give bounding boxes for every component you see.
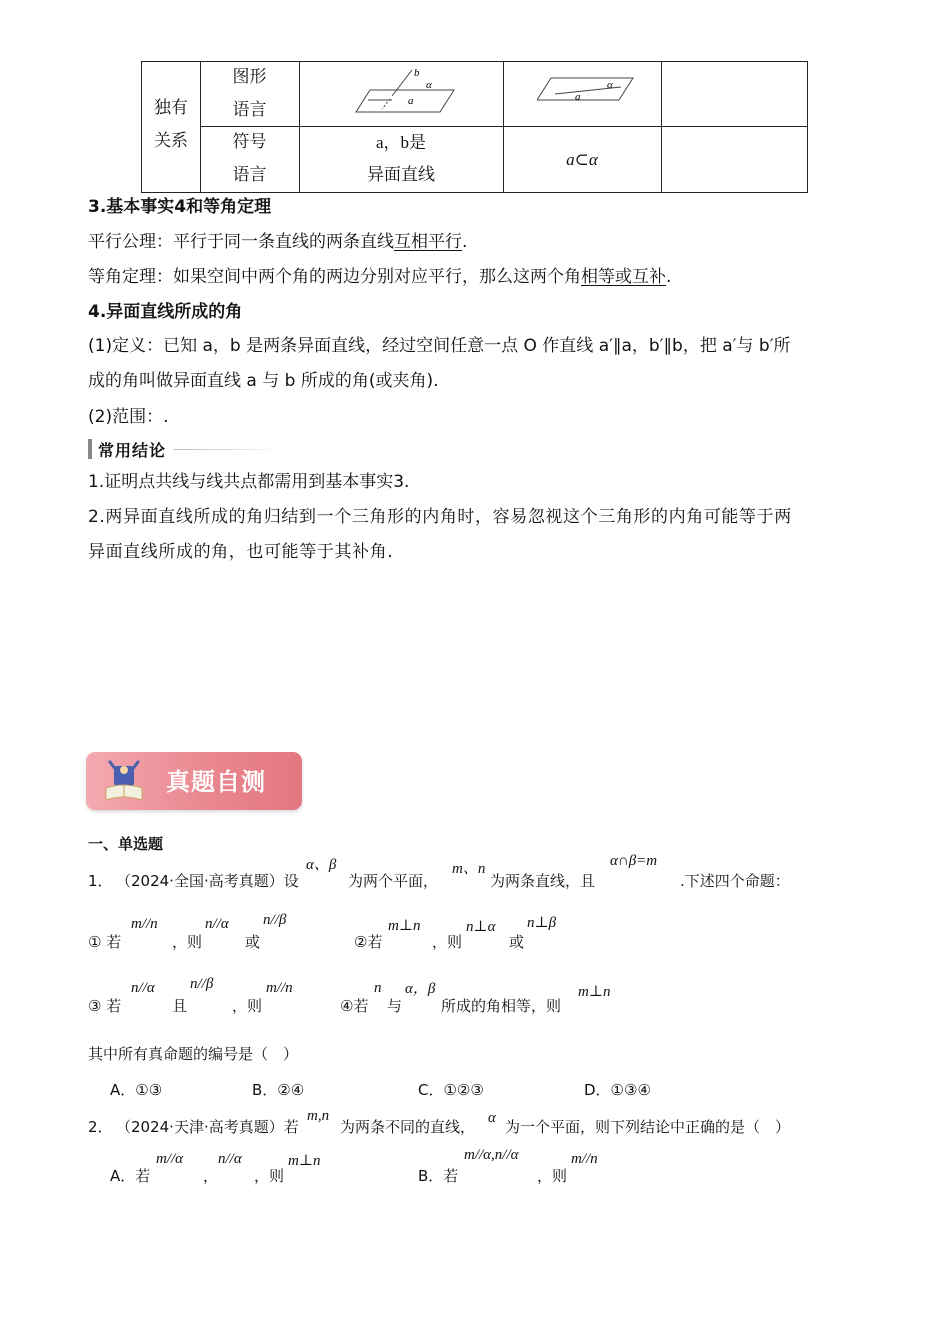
q1-prop4-t1: 与 bbox=[387, 997, 403, 1015]
q2-option-b-m1: m//α,n//α bbox=[464, 1147, 519, 1163]
p2-prefix: 等角定理：如果空间中两个角的两边分别对应平行，那么这两个角 bbox=[88, 267, 581, 287]
p2-underlined-2: 互补 bbox=[632, 267, 666, 287]
q2-option-a-m2: n//α bbox=[218, 1151, 242, 1167]
q1-prop2-m2: n⊥α bbox=[466, 919, 496, 935]
q1-prop1-t2: 或 bbox=[245, 933, 261, 951]
q1-prop4-m2: α，β bbox=[405, 981, 436, 997]
definition-line2: 成的角叫做异面直线 a 与 b 所成的角(或夹角). bbox=[88, 371, 439, 391]
skew-symbol-line1: a，b是 bbox=[375, 133, 427, 152]
graphic-label-line2: 语言 bbox=[232, 100, 267, 120]
q2-var-plane: α bbox=[488, 1110, 496, 1126]
q1-prop1-m1: m//n bbox=[131, 916, 158, 932]
q1-prop2-m3: n⊥β bbox=[527, 915, 557, 931]
q1-number: 1． bbox=[88, 872, 113, 890]
q2-var-lines: m,n bbox=[307, 1108, 330, 1124]
q1-prop3-label: ③ 若 bbox=[88, 997, 122, 1015]
p2-mid: 或 bbox=[615, 267, 632, 287]
skew-lines-symbol bbox=[299, 126, 503, 192]
conclusions-title: 常用结论 bbox=[98, 440, 167, 460]
q2-option-a-m3: m⊥n bbox=[288, 1153, 321, 1169]
q1-var-lines: m、n bbox=[452, 861, 486, 877]
real-exam-banner bbox=[86, 752, 302, 810]
q2-option-a-t2: ，则 bbox=[254, 1167, 285, 1185]
q1-prop1-t1: ，则 bbox=[172, 933, 203, 951]
line-in-plane-figure bbox=[537, 72, 637, 112]
q2-option-b-m2: m//n bbox=[571, 1151, 598, 1167]
heading-bar bbox=[88, 439, 92, 459]
q2-option-a-t1: ， bbox=[203, 1167, 219, 1185]
q1-prop4-label: ④若 bbox=[340, 997, 369, 1015]
relation-table bbox=[141, 61, 808, 193]
q2-source: （2024·天津·高考真题）若 bbox=[116, 1118, 299, 1136]
section-single-choice: 一、单选题 bbox=[88, 835, 164, 853]
section4-heading: 4.异面直线所成的角 bbox=[88, 302, 243, 322]
p2-underlined-1: 相等 bbox=[581, 267, 615, 287]
p1-suffix: . bbox=[462, 232, 468, 252]
q1-prop1-m3: n//β bbox=[263, 912, 287, 928]
q1-var-planes: α、β bbox=[306, 857, 337, 873]
row-header-top: 独有 bbox=[154, 98, 188, 118]
q1-prop3-m2: n//β bbox=[190, 976, 214, 992]
q1-source: （2024·全国·高考真题）设 bbox=[116, 872, 299, 890]
conclusion-1: 1.证明点共线与线共点都需用到基本事实3. bbox=[88, 472, 410, 492]
p1-underlined: 互相平行 bbox=[394, 232, 462, 252]
q1-prop2-label: ②若 bbox=[354, 933, 383, 951]
q1-prop3-m1: n//α bbox=[131, 980, 155, 996]
q1-prop2-m1: m⊥n bbox=[388, 918, 421, 934]
q2-option-a-label[interactable]: A．若 bbox=[110, 1167, 151, 1185]
fig1-label-a: a bbox=[408, 95, 414, 107]
q1-var-intersection: α∩β=m bbox=[610, 853, 658, 869]
symbol-language-label bbox=[200, 126, 299, 192]
q1-prop1-label: ① 若 bbox=[88, 933, 122, 951]
q1-prop3-t1: 且 bbox=[172, 997, 188, 1015]
q1-text2: 为两条直线，且 bbox=[490, 872, 596, 890]
equal-angle-theorem bbox=[88, 260, 671, 294]
q1-prop4-m3: m⊥n bbox=[578, 984, 611, 1000]
q1-option-b[interactable]: B．②④ bbox=[252, 1081, 305, 1099]
q1-prop3-t2: ，则 bbox=[232, 997, 263, 1015]
q1-prop2-t1: ，则 bbox=[432, 933, 463, 951]
definition-line1: (1)定义：已知 a，b 是两条异面直线，经过空间任意一点 O 作直线 a′∥a，b′∥b，把 a′与 b′所 bbox=[88, 336, 791, 356]
parallel-axiom bbox=[88, 225, 467, 259]
q1-prop1-m2: n//α bbox=[205, 916, 229, 932]
heading-rule bbox=[174, 449, 284, 450]
skew-lines-figure bbox=[352, 66, 462, 122]
q1-option-d[interactable]: D．①③④ bbox=[584, 1081, 651, 1099]
book-person-icon bbox=[104, 760, 144, 802]
q1-stem: 其中所有真命题的编号是（ ） bbox=[88, 1045, 299, 1063]
graphic-language-label bbox=[200, 62, 299, 126]
q1-prop4-m1: n bbox=[374, 980, 382, 996]
skew-symbol-line2: 异面直线 bbox=[367, 165, 435, 185]
q1-prop2-t2: 或 bbox=[509, 933, 525, 951]
conclusions-heading bbox=[88, 438, 284, 460]
fig1-label-b: b bbox=[414, 67, 420, 79]
q1-prop3-m3: m//n bbox=[266, 980, 293, 996]
symbol-label-line2: 语言 bbox=[232, 165, 267, 185]
q2-text2: 为一个平面，则下列结论中正确的是（ ） bbox=[505, 1118, 791, 1136]
subset-symbol bbox=[503, 126, 661, 192]
q2-option-b-label[interactable]: B．若 bbox=[418, 1167, 459, 1185]
symbol-label-line1: 符号 bbox=[232, 132, 267, 152]
q1-text3: .下述四个命题： bbox=[680, 872, 790, 890]
subset-symbol-text: a⊂α bbox=[566, 149, 598, 169]
section3-heading: 3.基本事实4和等角定理 bbox=[88, 197, 272, 217]
banner-title: 真题自测 bbox=[166, 768, 266, 796]
row-header bbox=[142, 92, 200, 158]
q2-option-b-t1: ，则 bbox=[537, 1167, 568, 1185]
row-header-bottom: 关系 bbox=[154, 131, 188, 151]
q1-prop4-t2: 所成的角相等，则 bbox=[441, 997, 562, 1015]
conclusion-2-line1: 2.两异面直线所成的角归结到一个三角形的内角时，容易忽视这个三角形的内角可能等于两 bbox=[88, 507, 792, 527]
q2-number: 2． bbox=[88, 1118, 113, 1136]
q2-text1: 为两条不同的直线， bbox=[340, 1118, 476, 1136]
q1-option-a[interactable]: A．①③ bbox=[110, 1081, 163, 1099]
graphic-label-line1: 图形 bbox=[232, 67, 267, 87]
fig2-label-a: a bbox=[575, 91, 581, 103]
p2-suffix: . bbox=[666, 267, 672, 287]
q2-option-a-m1: m//α bbox=[156, 1151, 184, 1167]
fig1-label-alpha: α bbox=[426, 79, 432, 91]
q1-option-c[interactable]: C．①②③ bbox=[418, 1081, 484, 1099]
range-line: (2)范围：. bbox=[88, 407, 169, 427]
q1-text1: 为两个平面， bbox=[348, 872, 439, 890]
p1-prefix: 平行公理：平行于同一条直线的两条直线 bbox=[88, 232, 394, 252]
conclusion-2-line2: 异面直线所成的角，也可能等于其补角. bbox=[88, 542, 394, 562]
fig2-label-alpha: α bbox=[607, 79, 613, 91]
